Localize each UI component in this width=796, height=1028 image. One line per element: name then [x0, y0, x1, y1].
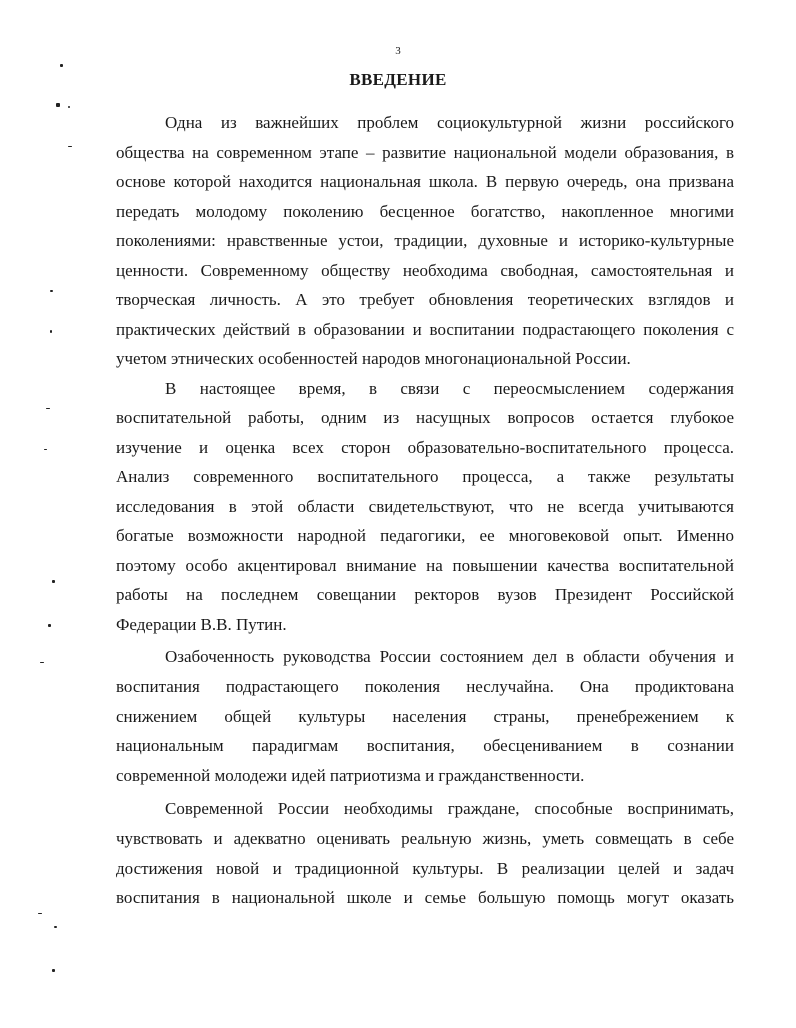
text-line: Одна из важнейших проблем социокультурной жизни российского: [165, 113, 734, 132]
scan-speck: [56, 103, 60, 107]
text-line: достижения новой и традиционной культуры. В реализации целей и задач: [116, 859, 734, 878]
scan-speck: [54, 926, 57, 928]
text-line: Федерации В.В. Путин.: [116, 615, 287, 634]
text-line: В настоящее время, в связи с переосмыслением содержания: [165, 379, 734, 398]
text-line: ценности. Современному обществу необходима свободная, самостоятельная и: [116, 261, 734, 280]
scan-speck: [60, 64, 63, 67]
text-line: воспитательной работы, одним из насущных вопросов остается глубокое: [116, 408, 734, 427]
text-line: общества на современном этапе – развитие национальной модели образования, в: [116, 143, 734, 162]
text-line: снижением общей культуры населения страны, пренебрежением к: [116, 707, 734, 726]
text-line: творческая личность. А это требует обновления теоретических взглядов и: [116, 290, 734, 309]
scan-speck: [50, 290, 53, 292]
text-line: воспитания в национальной школе и семье большую помощь могут оказать: [116, 888, 734, 907]
text-line: основе которой находится национальная школа. В первую очередь, она призвана: [116, 172, 734, 191]
text-line: Современной России необходимы граждане, способные воспринимать,: [165, 799, 734, 818]
text-line: современной молодежи идей патриотизма и гражданственности.: [116, 766, 585, 785]
text-line: богатые возможности народной педагогики, ее многовековой опыт. Именно: [116, 526, 734, 545]
text-line: работы на последнем совещании ректоров вузов Президент Российской: [116, 585, 734, 604]
text-line: Анализ современного воспитательного процесса, а также результаты: [116, 467, 734, 486]
scan-speck: [68, 106, 70, 108]
text-line: Озабоченность руководства России состоянием дел в области обучения и: [165, 647, 734, 666]
scan-speck: [48, 624, 51, 627]
scan-speck: [46, 408, 50, 409]
text-line: воспитания подрастающего поколения неслучайна. Она продиктована: [116, 677, 734, 696]
text-line: изучение и оценка всех сторон образовательно-воспитательного процесса.: [116, 438, 734, 457]
scan-speck: [52, 969, 55, 972]
scan-speck: [68, 146, 72, 147]
text-line: передать молодому поколению бесценное богатство, накопленное многими: [116, 202, 734, 221]
text-line: практических действий в образовании и воспитании подрастающего поколения с: [116, 320, 734, 339]
scan-speck: [38, 913, 42, 914]
text-line: поколениями: нравственные устои, традиции, духовные и историко-культурные: [116, 231, 734, 250]
text-line: исследования в этой области свидетельствуют, что не всегда учитываются: [116, 497, 734, 516]
text-line: национальным парадигмам воспитания, обесцениванием в сознании: [116, 736, 734, 755]
scan-speck: [44, 449, 47, 450]
scan-speck: [52, 580, 55, 583]
scan-speck: [50, 330, 52, 333]
text-line: учетом этнических особенностей народов многонациональной России.: [116, 349, 631, 368]
text-line: поэтому особо акцентировал внимание на повышении качества воспитательной: [116, 556, 734, 575]
page-title: ВВЕДЕНИЕ: [349, 70, 447, 89]
text-line: чувствовать и адекватно оценивать реальную жизнь, уметь совмещать в себе: [116, 829, 734, 848]
scan-speck: [40, 662, 44, 663]
page-number: 3: [395, 45, 401, 57]
